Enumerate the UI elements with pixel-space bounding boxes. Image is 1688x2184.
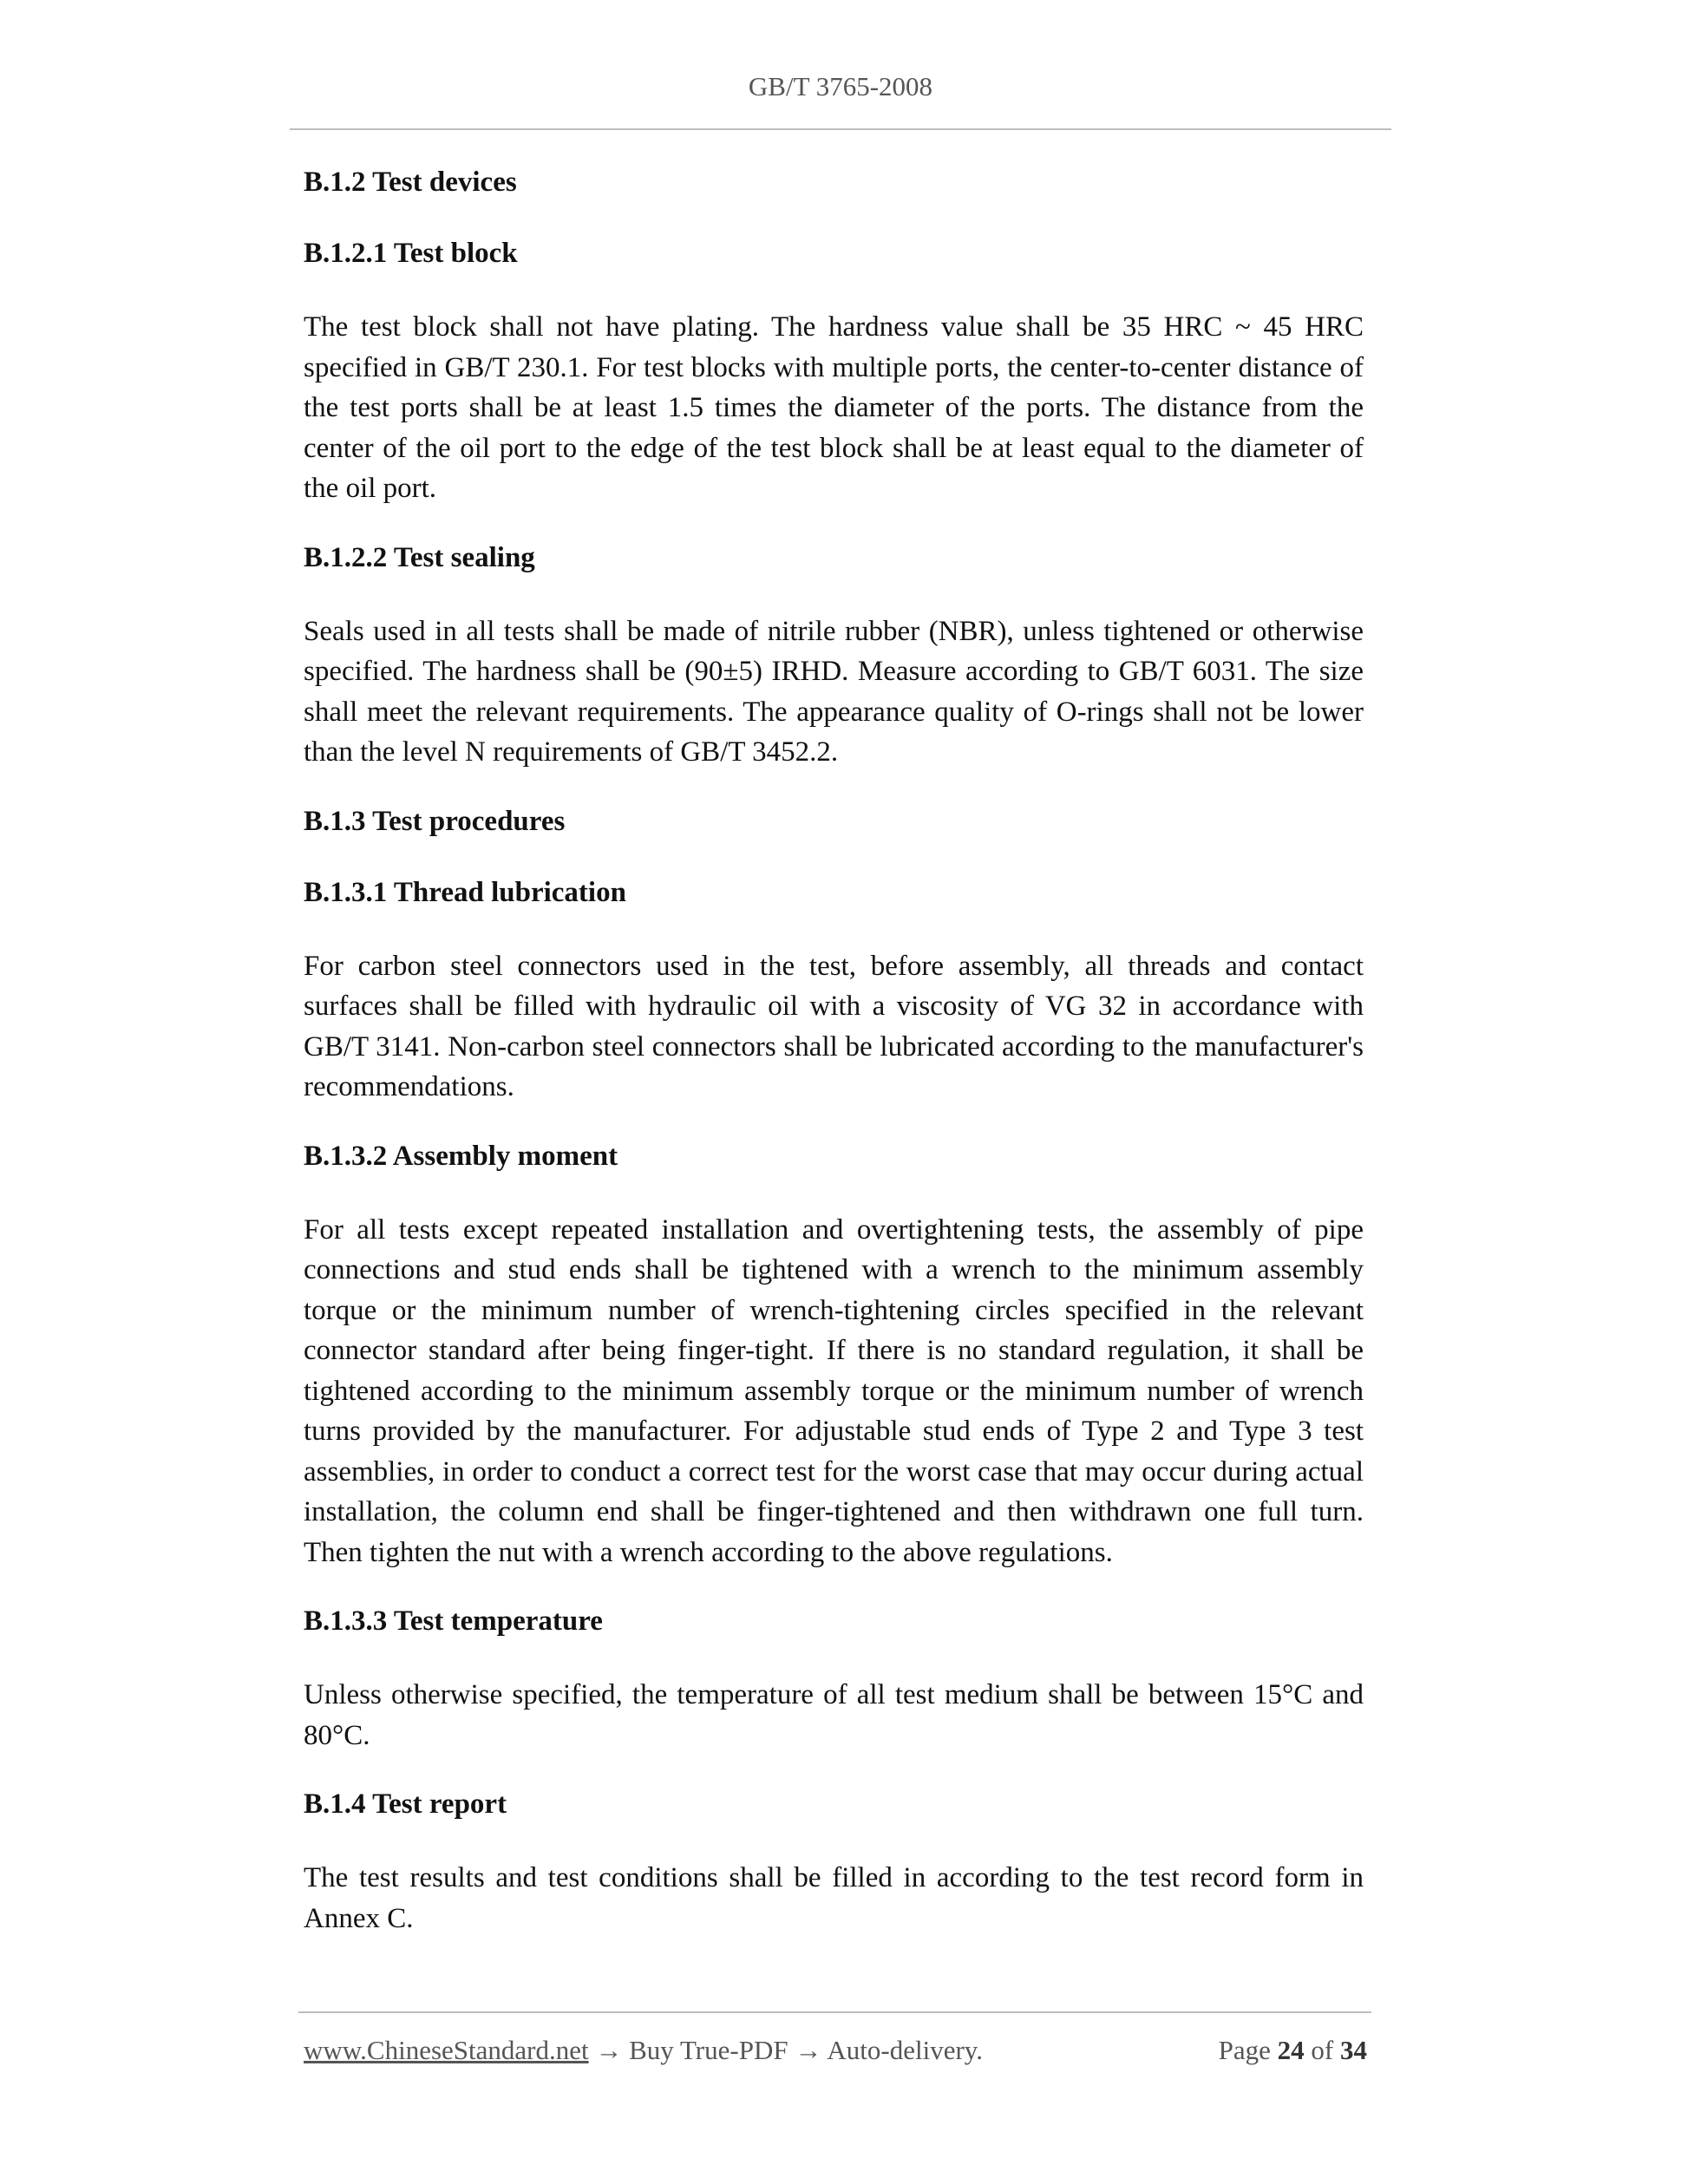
website-link[interactable]: www.ChineseStandard.net xyxy=(304,2035,589,2065)
page-label: Page xyxy=(1218,2035,1271,2065)
paragraph-assembly-moment: For all tests except repeated installation and overtightening tests, the assembly of pipe connections and stud ends shall be tightened with a wrench to the minimum assembly torque or the minimum number of wrench-tightening circles specified in the relevant connector standard after being finger-tight. If there is no standard regulation, it shall be tightened according to the minimum assembly torque or the minimum number of wrench turns provided by the manufacturer. For adjustable stud ends of Type 2 and Type 3 test assemblies, in order to conduct a correct test for the worst case that may occur during actual installation, the column end shall be finger-tightened and then withdrawn one full turn. Then tighten the nut with a wrench according to the above regulations. xyxy=(304,1213,1364,1568)
section-heading-b-1-2: B.1.2 Test devices xyxy=(304,167,517,198)
footer-links xyxy=(304,2035,983,2066)
paragraph-thread-lubrication: For carbon steel connectors used in the test, before assembly, all threads and contact surfaces shall be filled with hydraulic oil with a viscosity of VG 32 in accordance with GB/T 3141. Non-carbon steel connectors shall be lubricated according to the manufacturer's recommendations. xyxy=(304,950,1364,1102)
paragraph-test-temperature: Unless otherwise specified, the temperature of all test medium shall be between 15°C and 80°C. xyxy=(304,1679,1364,1751)
page-current: 24 xyxy=(1277,2035,1305,2065)
section-heading-b-1-2-1: B.1.2.1 Test block xyxy=(304,238,518,269)
auto-delivery-text: Auto-delivery. xyxy=(827,2035,984,2065)
section-heading-b-1-2-2: B.1.2.2 Test sealing xyxy=(304,541,535,573)
page-total: 34 xyxy=(1340,2035,1367,2065)
section-heading-b-1-3: B.1.3 Test procedures xyxy=(304,805,566,837)
arrow-right-icon: → xyxy=(595,2035,623,2065)
header-divider xyxy=(290,128,1391,130)
arrow-right-icon: → xyxy=(795,2035,822,2065)
paragraph-test-sealing: Seals used in all tests shall be made of nitrile rubber (NBR), unless tightened or otherwise specified. The hardness shall be (90±5) IRHD. Measure according to GB/T 6031. The size shall meet the relevant requirements. The appearance quality of O-rings shall not be lower than the level N requirements of GB/T 3452.2. xyxy=(304,615,1364,768)
section-heading-b-1-4: B.1.4 Test report xyxy=(304,1788,507,1820)
page-number xyxy=(1219,2035,1367,2066)
section-heading-b-1-3-3: B.1.3.3 Test temperature xyxy=(304,1605,603,1637)
buy-pdf-text: Buy True-PDF xyxy=(629,2035,788,2065)
page-of-label: of xyxy=(1311,2035,1334,2065)
footer-divider xyxy=(298,2011,1371,2013)
section-heading-b-1-3-2: B.1.3.2 Assembly moment xyxy=(304,1140,618,1172)
paragraph-test-report: The test results and test conditions shall be filled in according to the test record form in Annex C. xyxy=(304,1862,1364,1934)
document-header-title: GB/T 3765-2008 xyxy=(748,71,933,101)
section-heading-b-1-3-1: B.1.3.1 Thread lubrication xyxy=(304,876,626,908)
paragraph-test-block: The test block shall not have plating. The hardness value shall be 35 HRC ~ 45 HRC specified in GB/T 230.1. For test blocks with multiple ports, the center-to-center distance of the test ports shall be at least 1.5 times the diameter of the ports. The distance from the center of the oil port to the edge of the test block shall be at least equal to the diameter of the oil port. xyxy=(304,311,1364,504)
document-body xyxy=(304,165,1364,1939)
